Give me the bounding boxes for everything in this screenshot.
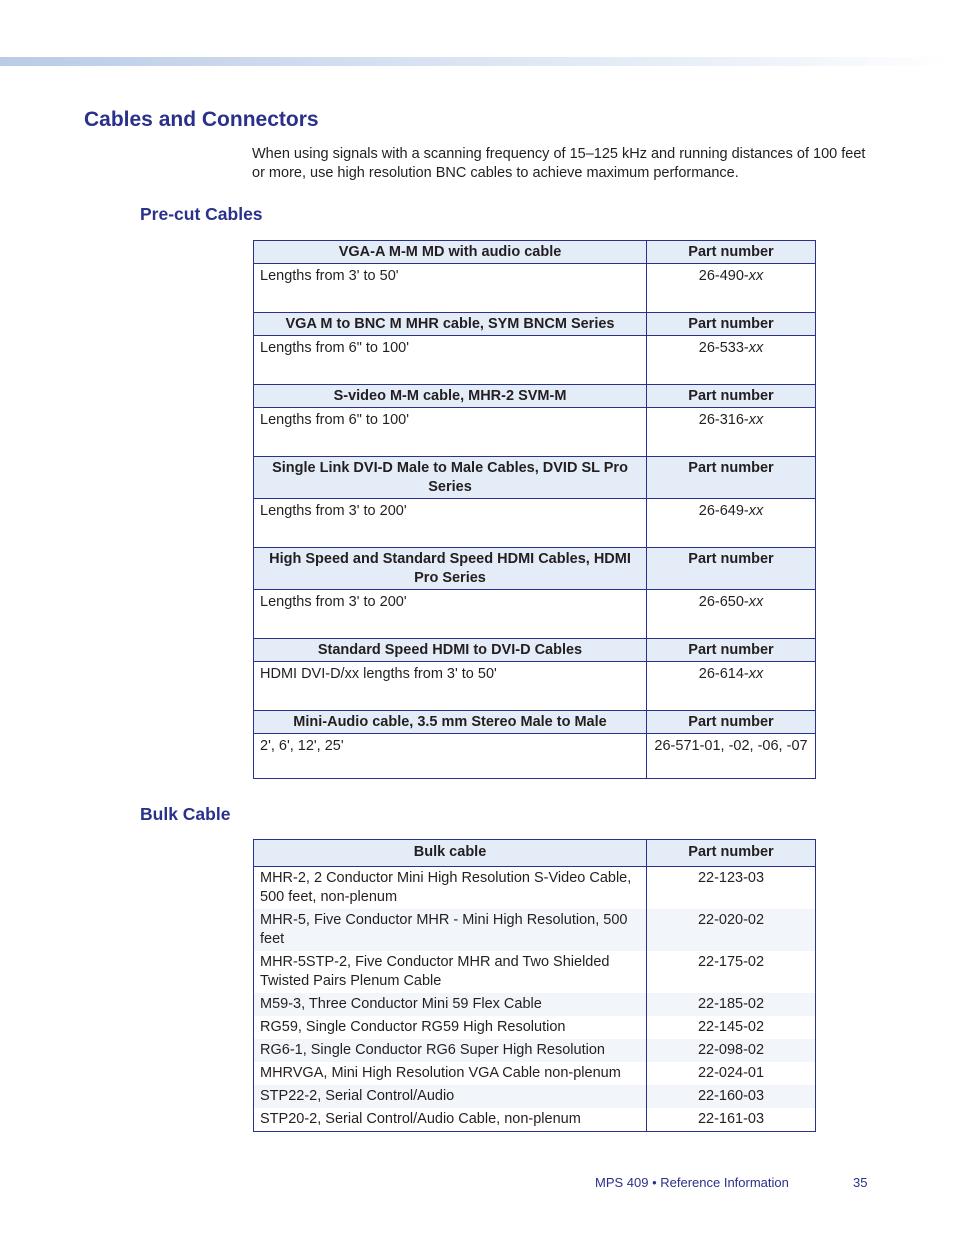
cable-description: RG59, Single Conductor RG59 High Resolution	[260, 1019, 566, 1035]
cable-description: STP22-2, Serial Control/Audio	[254, 1085, 647, 1108]
cable-description: Lengths from 3' to 50'	[254, 264, 647, 313]
table-row	[254, 867, 816, 910]
part-number: 22-123-03	[647, 867, 816, 910]
cable-description: 2', 6', 12', 25'	[254, 734, 647, 779]
table-row	[254, 336, 816, 385]
part-number: 22-175-02	[647, 951, 816, 993]
part-number: 26-490-xx	[647, 264, 816, 313]
part-number-header: Part number	[647, 548, 816, 590]
cable-description: STP20-2, Serial Control/Audio Cable, non-plenum	[260, 1111, 581, 1127]
section-title-precut: Pre-cut Cables	[140, 204, 263, 224]
part-number: 26-614-xx	[647, 662, 816, 711]
table-row	[254, 1016, 816, 1039]
cable-description: HDMI DVI-D/xx lengths from 3' to 50'	[254, 662, 647, 711]
cable-header: High Speed and Standard Speed HDMI Cables, HDMI Pro Series	[254, 548, 647, 590]
cable-description: Lengths from 6" to 100'	[254, 408, 647, 457]
part-number: 22-160-03	[647, 1085, 816, 1108]
cable-header: VGA-A M-M MD with audio cable	[254, 241, 647, 264]
part-number-header: Part number	[647, 457, 816, 499]
table-row	[254, 499, 816, 548]
cable-header: Mini-Audio cable, 3.5 mm Stereo Male to Male	[254, 711, 647, 734]
cable-description: MHRVGA, Mini High Resolution VGA Cable non-plenum	[260, 1065, 621, 1081]
precut-cables-table	[253, 240, 816, 779]
footer-document-title: MPS 409 • Reference Information	[595, 1175, 789, 1190]
table-header-row	[254, 313, 816, 336]
table-header-row	[254, 548, 816, 590]
table-header-row	[254, 385, 816, 408]
table-row	[254, 590, 816, 639]
table-header-row	[254, 840, 816, 867]
page-title: Cables and Connectors	[84, 108, 319, 131]
part-number: 22-161-03	[647, 1108, 816, 1132]
part-number: 26-649-xx	[647, 499, 816, 548]
table-row	[254, 1039, 816, 1062]
part-number-header: Part number	[647, 313, 816, 336]
table-row	[254, 1062, 816, 1085]
part-number: 26-533-xx	[647, 336, 816, 385]
header-rule	[0, 57, 954, 66]
table-header-row	[254, 241, 816, 264]
cable-header: VGA M to BNC M MHR cable, SYM BNCM Series	[254, 313, 647, 336]
part-number-header: Part number	[647, 711, 816, 734]
table-header-row	[254, 457, 816, 499]
cable-description: Lengths from 3' to 200'	[254, 590, 647, 639]
table-header-row	[254, 711, 816, 734]
part-number: 26-650-xx	[647, 590, 816, 639]
cable-description: Lengths from 3' to 200'	[254, 499, 647, 548]
part-number: 22-185-02	[647, 993, 816, 1016]
table-row	[254, 1085, 816, 1108]
part-number: 22-098-02	[647, 1039, 816, 1062]
table-row	[254, 408, 816, 457]
cable-description: MHR-5, Five Conductor MHR - Mini High Resolution, 500 feet	[254, 909, 647, 951]
cable-header: Single Link DVI-D Male to Male Cables, DVID SL Pro Series	[254, 457, 647, 499]
part-number: 22-145-02	[647, 1016, 816, 1039]
table-row	[254, 951, 816, 993]
part-number-header: Part number	[647, 385, 816, 408]
cable-description: Lengths from 6" to 100'	[254, 336, 647, 385]
table-row	[254, 1108, 816, 1132]
section-title-bulk: Bulk Cable	[140, 804, 231, 824]
cable-description: M59-3, Three Conductor Mini 59 Flex Cable	[254, 993, 647, 1016]
part-number: 26-316-xx	[647, 408, 816, 457]
cable-description: RG6-1, Single Conductor RG6 Super High Resolution	[254, 1039, 647, 1062]
part-number: 22-020-02	[647, 909, 816, 951]
page-number: 35	[853, 1175, 868, 1190]
cable-description: MHR-5STP-2, Five Conductor MHR and Two Shielded Twisted Pairs Plenum Cable	[260, 954, 610, 989]
part-number-header: Part number	[647, 241, 816, 264]
table-row	[254, 993, 816, 1016]
cable-header: S-video M-M cable, MHR-2 SVM-M	[254, 385, 647, 408]
part-number-header: Part number	[647, 840, 816, 867]
part-number: 26-571-01, -02, -06, -07	[647, 734, 816, 779]
bulk-cable-table	[253, 839, 816, 1132]
intro-paragraph: When using signals with a scanning frequency of 15–125 kHz and running distances of 100 feet or more, use high resolution BNC cables to achieve maximum performance.	[252, 146, 866, 181]
table-row	[254, 662, 816, 711]
table-header-row	[254, 639, 816, 662]
table-row	[254, 734, 816, 779]
table-row	[254, 264, 816, 313]
part-number-header: Part number	[647, 639, 816, 662]
table-row	[254, 909, 816, 951]
cable-description: MHR-2, 2 Conductor Mini High Resolution S-Video Cable, 500 feet, non-plenum	[260, 870, 632, 905]
cable-header: Standard Speed HDMI to DVI-D Cables	[254, 639, 647, 662]
part-number: 22-024-01	[647, 1062, 816, 1085]
bulk-cable-header: Bulk cable	[254, 840, 647, 867]
